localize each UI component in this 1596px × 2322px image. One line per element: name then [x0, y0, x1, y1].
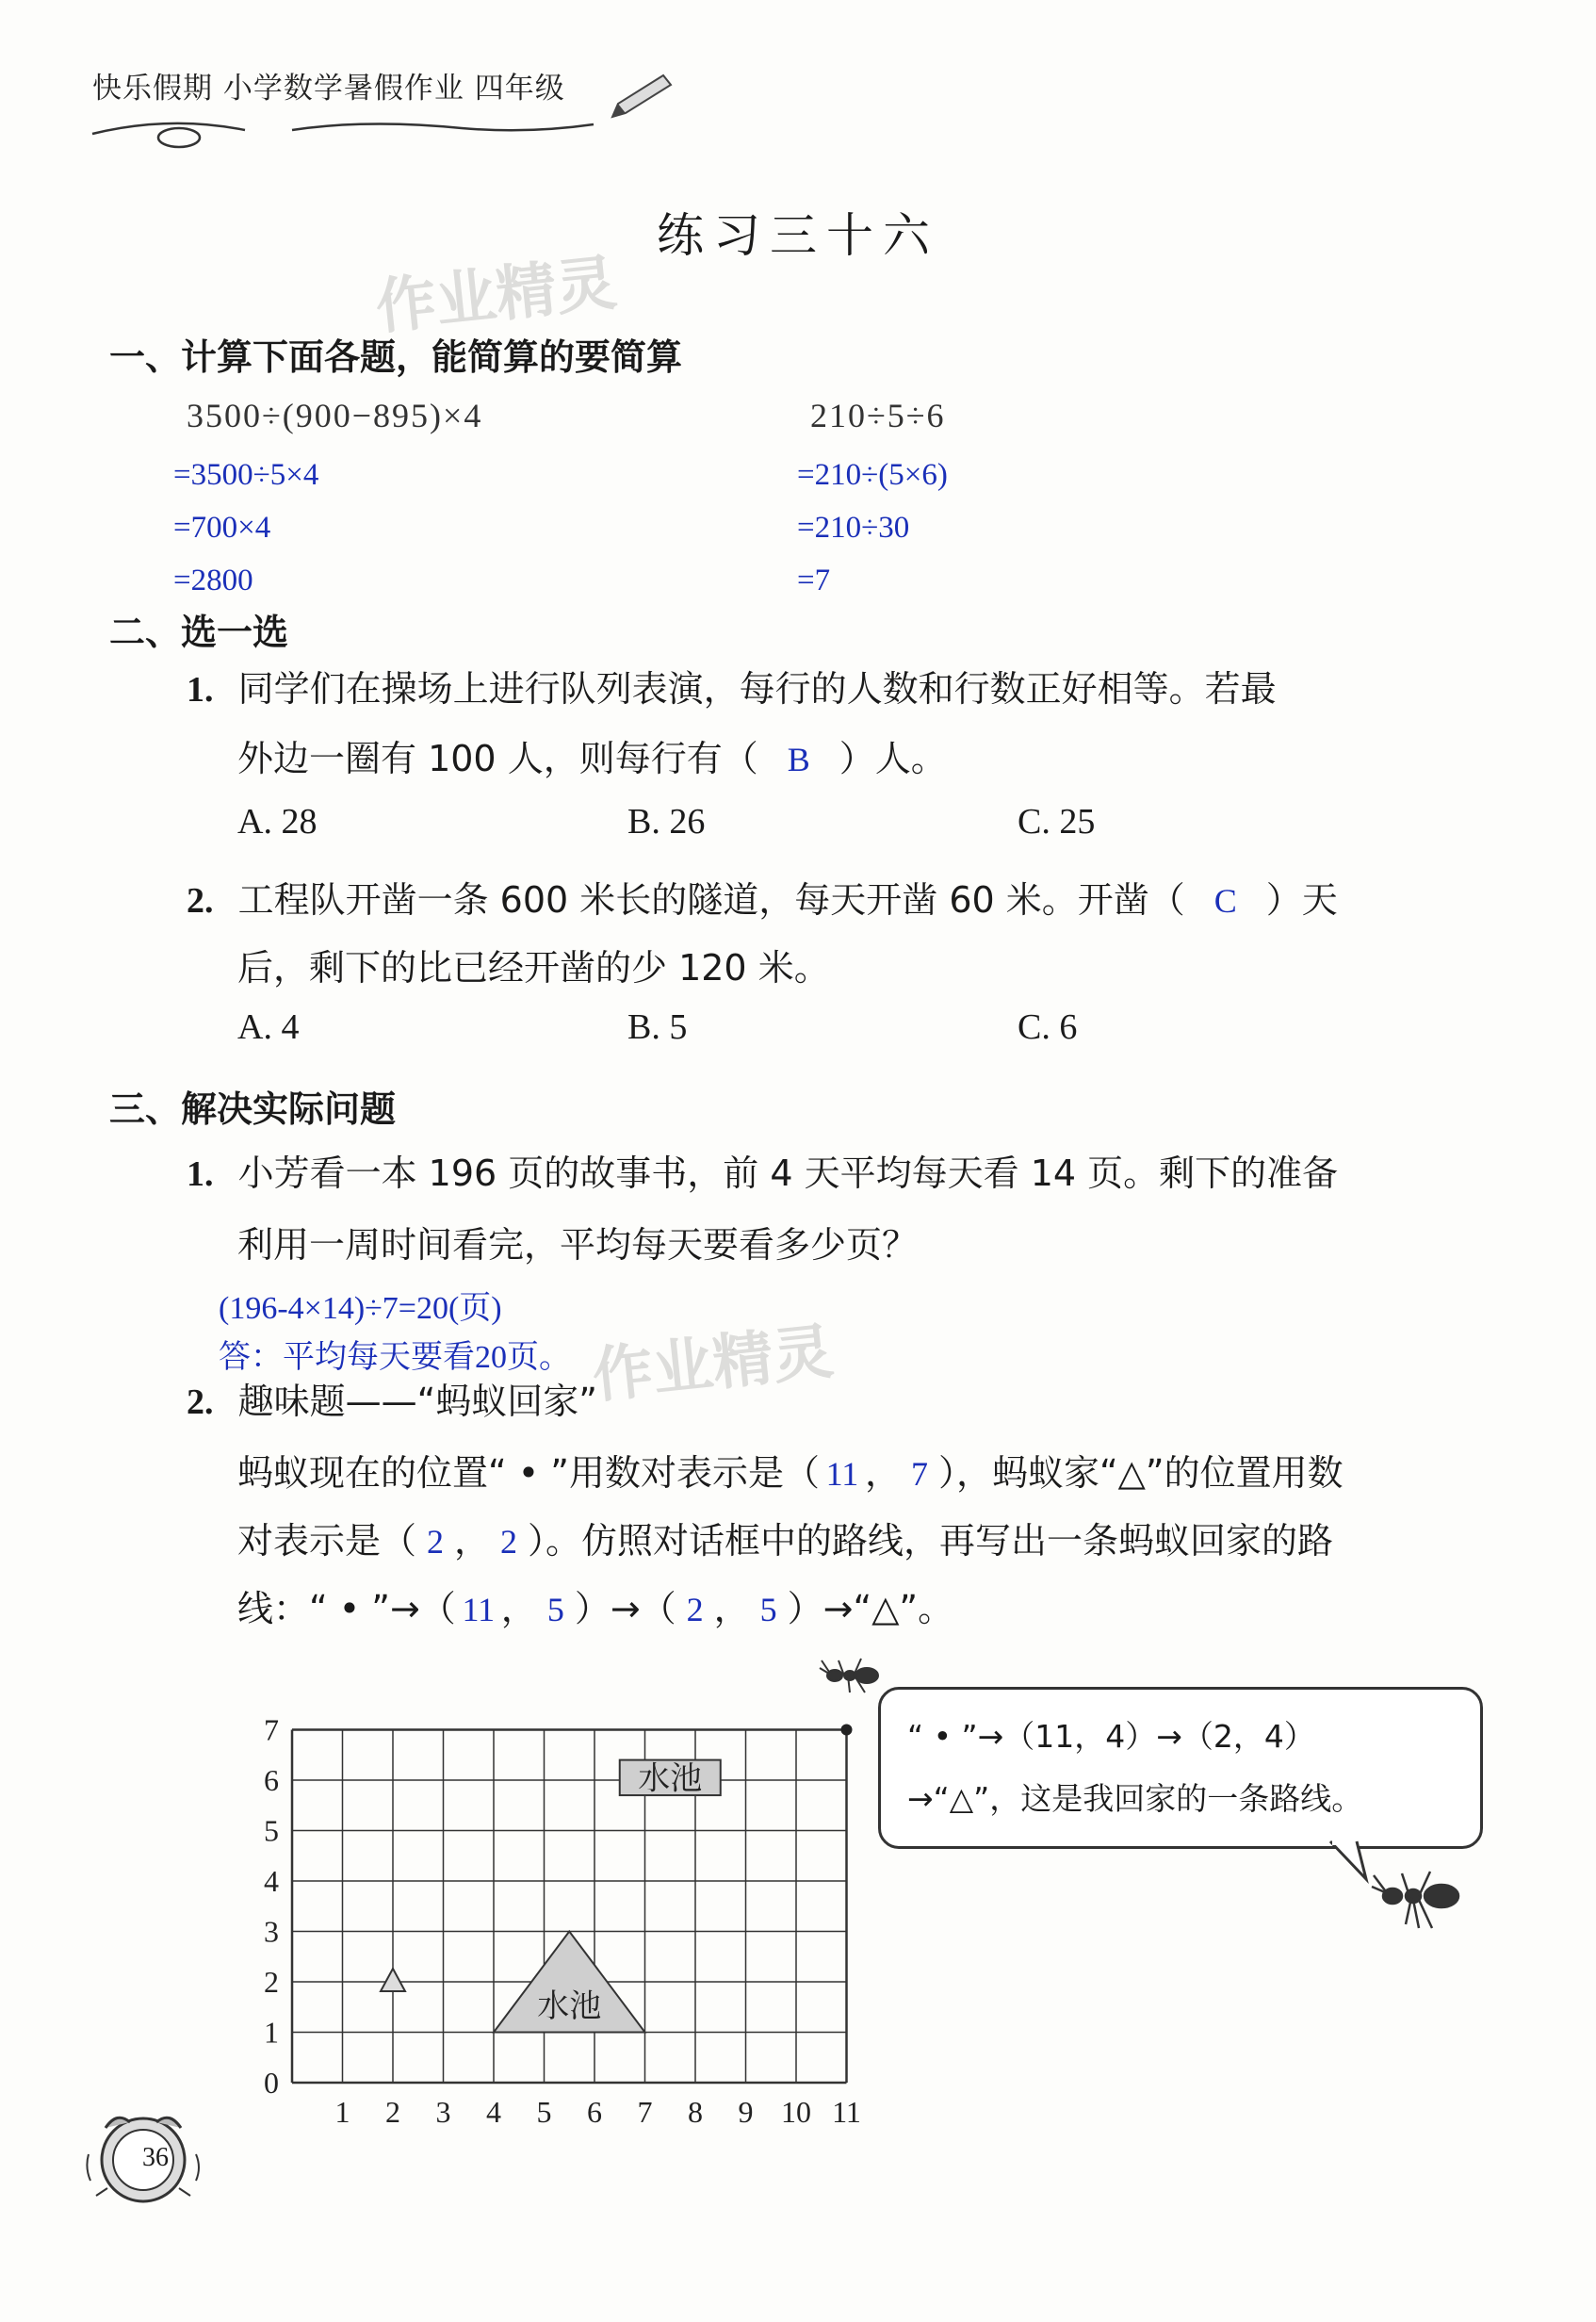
- problem-q2-l2a: 对表示是（: [237, 1520, 417, 1562]
- watermark: 作业精灵: [372, 248, 620, 344]
- problem-q1-answer-text: 答：平均每天要看20页。: [219, 1340, 571, 1375]
- problem-q2-l3b: ）→（: [574, 1588, 676, 1629]
- choice-q1-line1: [187, 660, 1277, 711]
- bubble-line2: →“△”，这是我回家的一条路线。: [907, 1780, 1363, 1817]
- y-tick-label: 6: [264, 1763, 279, 1797]
- problem-q2-title-line: [187, 1372, 597, 1424]
- problem-q1-line2: 利用一周时间看完，平均每天要看多少页？: [237, 1224, 919, 1266]
- y-tick-label: 4: [264, 1864, 279, 1898]
- choice-q2-line2: 后，剩下的比已经开凿的少 120 米。: [237, 947, 830, 989]
- x-tick-label: 8: [688, 2095, 703, 2129]
- problem-q2-line1: [237, 1444, 1344, 1496]
- header-text: 快乐假期 小学数学暑假作业 四年级: [92, 72, 565, 106]
- x-tick-label: 4: [486, 2095, 501, 2129]
- x-tick-label: 3: [435, 2095, 451, 2129]
- home-x-answer: 2: [427, 1523, 445, 1561]
- path-p1-x-answer: 11: [462, 1591, 496, 1628]
- problem-q1-line1: [187, 1144, 1338, 1196]
- comma-4: ，: [713, 1588, 750, 1629]
- problem-q2-l3a: 线：“ • ”→（: [237, 1588, 456, 1629]
- y-tick-label: 1: [264, 2015, 279, 2050]
- x-tick-label: 5: [536, 2095, 552, 2129]
- bubble-line1: “ • ”→（11，4）→（2，4）: [907, 1718, 1315, 1755]
- section3-heading: 三、解决实际问题: [109, 1088, 397, 1130]
- y-tick-label: 3: [264, 1914, 279, 1949]
- problem-q1-text1: 小芳看一本 196 页的故事书，前 4 天平均每天看 14 页。剩下的准备: [237, 1153, 1339, 1194]
- choice-q1-option-b: B. 26: [627, 802, 706, 842]
- problem-q2-l1b: ），蚂蚁家“△”的位置用数: [937, 1452, 1344, 1494]
- choice-q1-answer: B: [787, 741, 810, 778]
- ant-icon-top: [816, 1651, 891, 1698]
- choice-q2-option-a: A. 4: [237, 1007, 300, 1047]
- choice-q2-option-b: B. 5: [627, 1007, 688, 1047]
- problem1-step3: =2800: [173, 564, 253, 597]
- x-tick-label: 2: [385, 2095, 400, 2129]
- ant-y-answer: 7: [910, 1455, 928, 1493]
- problem-q2-number: 2.: [187, 1382, 214, 1422]
- speech-bubble-tail: [1328, 1838, 1385, 1885]
- path-p2-y-answer: 5: [759, 1591, 777, 1628]
- choice-q1-text2: 外边一圈有 100 人，则每行有（: [237, 738, 758, 779]
- ant-position-dot: [841, 1725, 853, 1736]
- ant-x-answer: 11: [825, 1455, 859, 1493]
- comma-2: ，: [454, 1520, 491, 1562]
- x-tick-label: 7: [637, 2095, 653, 2129]
- choice-q2-text2: ）天: [1265, 879, 1338, 921]
- path-p1-y-answer: 5: [546, 1591, 564, 1628]
- x-tick-label: 6: [587, 2095, 602, 2129]
- y-tick-label: 5: [264, 1813, 279, 1848]
- choice-q1-option-a: A. 28: [237, 802, 318, 842]
- choice-q1-text3: ）人。: [839, 738, 947, 779]
- pencil-icon: [603, 70, 678, 126]
- speech-bubble: [878, 1687, 1483, 1849]
- choice-q2-answer: C: [1213, 882, 1237, 920]
- y-tick-label: 2: [264, 1965, 279, 1999]
- choice-q1-text1: 同学们在操场上进行队列表演，每行的人数和行数正好相等。若最: [237, 668, 1277, 710]
- choice-q1-option-c: C. 25: [1018, 802, 1096, 842]
- grid-marks: [381, 1725, 853, 2033]
- problem2-step2: =210÷30: [797, 511, 910, 545]
- home-y-answer: 2: [500, 1523, 518, 1561]
- choice-q2-line1: [187, 871, 1338, 923]
- x-tick-label: 9: [738, 2095, 754, 2129]
- problem-q1-number: 1.: [187, 1154, 214, 1194]
- problem-q2-title: 趣味题——“蚂蚁回家”: [237, 1381, 597, 1422]
- page-title: 练习三十六: [657, 208, 939, 263]
- problem2-step3: =7: [797, 564, 831, 597]
- grid-ticks: [264, 1713, 861, 2130]
- problem-q2-l3c: ）→“△”。: [787, 1588, 954, 1629]
- problem-q2-line2: [237, 1512, 1333, 1563]
- section1-heading: 一、计算下面各题，能简算的要简算: [109, 336, 683, 378]
- problem1-expression: 3500÷(900−895)×4: [187, 397, 483, 434]
- choice-q2-text1: 工程队开凿一条 600 米长的隧道，每天开凿 60 米。开凿（: [237, 879, 1185, 921]
- choice-q1-number: 1.: [187, 670, 214, 710]
- section2-heading: 二、选一选: [109, 612, 289, 653]
- problem1-step2: =700×4: [173, 511, 271, 545]
- comma-1: ，: [864, 1452, 901, 1494]
- pond-rectangle-label: 水池: [638, 1759, 703, 1798]
- comma-3: ，: [500, 1588, 537, 1629]
- problem2-expression: 210÷5÷6: [810, 397, 946, 434]
- y-tick-label: 0: [264, 2066, 279, 2100]
- page-number: 36: [142, 2143, 169, 2172]
- problem-q1-answer-expression: (196-4×14)÷7=20(页): [219, 1291, 502, 1326]
- problem-q2-line3: [237, 1579, 953, 1631]
- x-tick-label: 10: [781, 2095, 811, 2129]
- y-tick-label: 7: [264, 1712, 279, 1747]
- problem-q2-l1a: 蚂蚁现在的位置“ • ”用数对表示是（: [237, 1452, 820, 1494]
- coordinate-grid: [236, 1687, 895, 2130]
- path-p2-x-answer: 2: [686, 1591, 704, 1628]
- pond-triangle-label: 水池: [537, 1987, 602, 2025]
- problem2-step1: =210÷(5×6): [797, 458, 948, 492]
- problem-q2-l2b: ）。仿照对话框中的路线，再写出一条蚂蚁回家的路: [528, 1520, 1334, 1562]
- x-tick-label: 11: [832, 2095, 861, 2129]
- problem1-step1: =3500÷5×4: [173, 458, 319, 492]
- header-decoration: [85, 106, 688, 153]
- choice-q1-line2: [237, 729, 947, 781]
- watermark-2: 作业精灵: [589, 1316, 837, 1413]
- x-tick-label: 1: [334, 2095, 350, 2129]
- choice-q2-option-c: C. 6: [1018, 1007, 1078, 1047]
- choice-q2-number: 2.: [187, 881, 214, 921]
- home-triangle-marker: [381, 1969, 405, 1991]
